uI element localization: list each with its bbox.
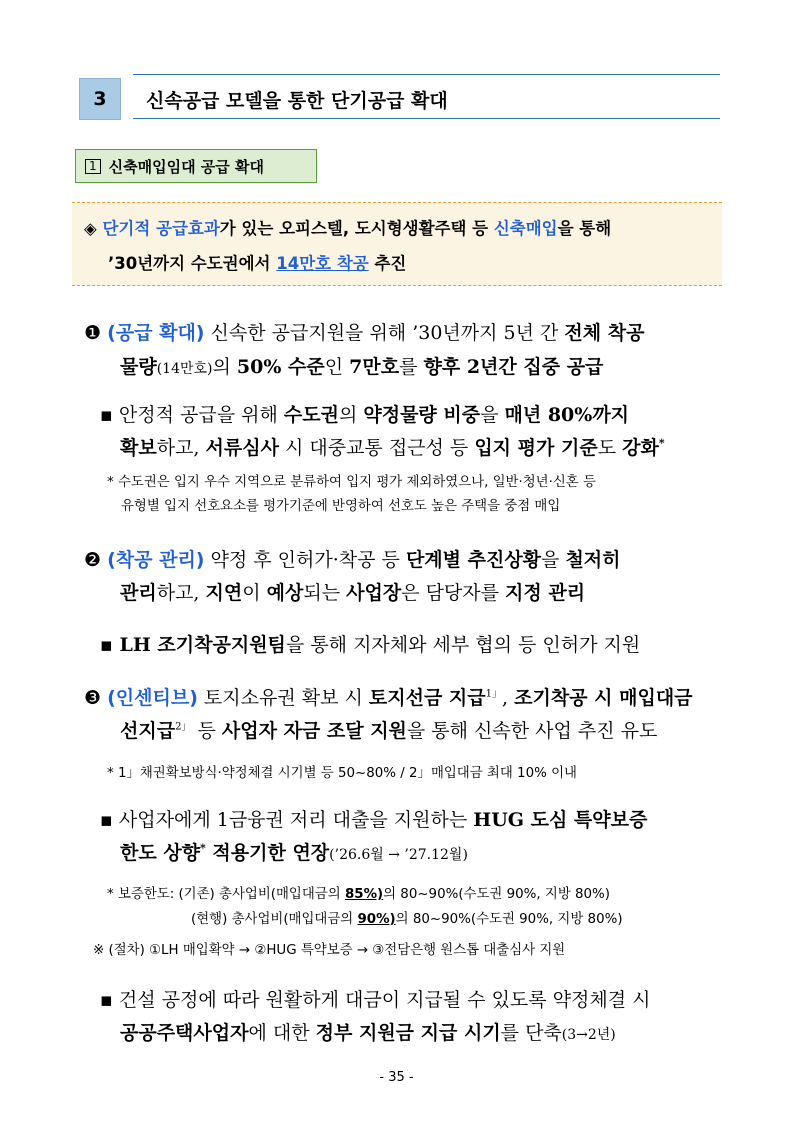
item3-sub2-line-2: 공공주택사업자에 대한 정부 지원금 지급 시기를 단축(3→2년) [120,1022,616,1044]
item2-sub1: ▪ LH 조기착공지원팀을 통해 지자체와 세부 협의 등 인허가 지원 [100,634,641,656]
item3-sub1-line-1: ▪ 사업자에게 1금융권 저리 대출을 지원하는 HUG 도심 특약보증 [100,809,648,831]
diamond-bullet-icon: ◈ [84,219,97,238]
item3-line-1: ❸ (인센티브) 토지소유권 확보 시 토지선금 지급$^{1」}$, 조기착공 시 매입대금 [84,687,693,709]
item3-line-2: 선지급$^{2」}$ 등 사업자 자금 조달 지원을 통해 신속한 사업 추진 유도 [120,720,658,742]
subsection-header [75,149,317,183]
circled-three-icon: ❸ [84,687,102,709]
item1-line-2: 물량(14만호)의 50% 수준인 7만호를 향후 2년간 집중 공급 [120,356,604,378]
item1-note1-line-2: 유형별 입지 선호요소를 평가기준에 반영하여 선호도 높은 주택을 중점 매입 [121,499,561,514]
summary-line-2: ’30년까지 수도권에서 14만호 착공 추진 [108,254,407,273]
square-bullet-icon: ▪ [100,634,113,656]
section-title: 신속공급 모델을 통한 단기공급 확대 [146,90,448,112]
summary-line-1: ◈ 단기적 공급효과가 있는 오피스텔, 도시형생활주택 등 신축매입을 통해 [84,219,612,238]
section-number: 3 [79,78,121,120]
circled-one-icon: ❶ [84,322,102,344]
item1-sub1-line-1: ▪ 안정적 공급을 위해 수도권의 약정물량 비중을 매년 80%까지 [100,404,630,426]
item3-sub1-line-2: 한도 상향* 적용기한 연장(’26.6월 → ’27.12월) [120,841,468,864]
item3-procedure-note: ※ (절차) ①LH 매입확약 → ②HUG 특약보증 → ③전담은행 원스톱 대출심사 지원 [93,943,566,958]
item3-note2-line-1: * 보증한도: (기존) 총사업비(매입대금의 85%)의 80~90%(수도권 90%, 지방 80%) [107,887,610,902]
section-rule-bottom [133,118,720,119]
item1-note1-line-1: * 수도권은 입지 우수 지역으로 분류하여 입지 평가 제외하였으나, 일반·청년·신혼 등 [107,475,596,490]
square-bullet-icon: ▪ [100,809,113,831]
circled-two-icon: ❷ [84,549,102,571]
square-bullet-icon: ▪ [100,404,113,426]
item1-sub1-line-2: 확보하고, 서류심사 시 대중교통 접근성 등 입지 평가 기준도 강화* [120,436,665,459]
square-bullet-icon: ▪ [100,989,113,1011]
item3-note2-line-2: (현행) 총사업비(매입대금의 90%)의 80~90%(수도권 90%, 지방 80%) [191,912,623,927]
item3-note1: * 1」채권확보방식·약정체결 시기별 등 50~80% / 2」매입대금 최대 10% 이내 [107,766,577,781]
item3-sub2-line-1: ▪ 건설 공정에 따라 원활하게 대금이 지급될 수 있도록 약정체결 시 [100,989,651,1011]
item1-line-1: ❶ (공급 확대) 신속한 공급지원을 위해 ’30년까지 5년 간 전체 착공 [84,322,645,344]
page-number: - 35 - [379,1070,414,1085]
section-rule-top [133,74,720,75]
subsection-title: 신축매입임대 공급 확대 [108,157,264,176]
subsection-number: 1 [85,159,101,174]
item2-line-2: 관리하고, 지연이 예상되는 사업장은 담당자를 지정 관리 [120,582,586,604]
item2-line-1: ❷ (착공 관리) 약정 후 인허가·착공 등 단계별 추진상황을 철저히 [84,549,621,571]
